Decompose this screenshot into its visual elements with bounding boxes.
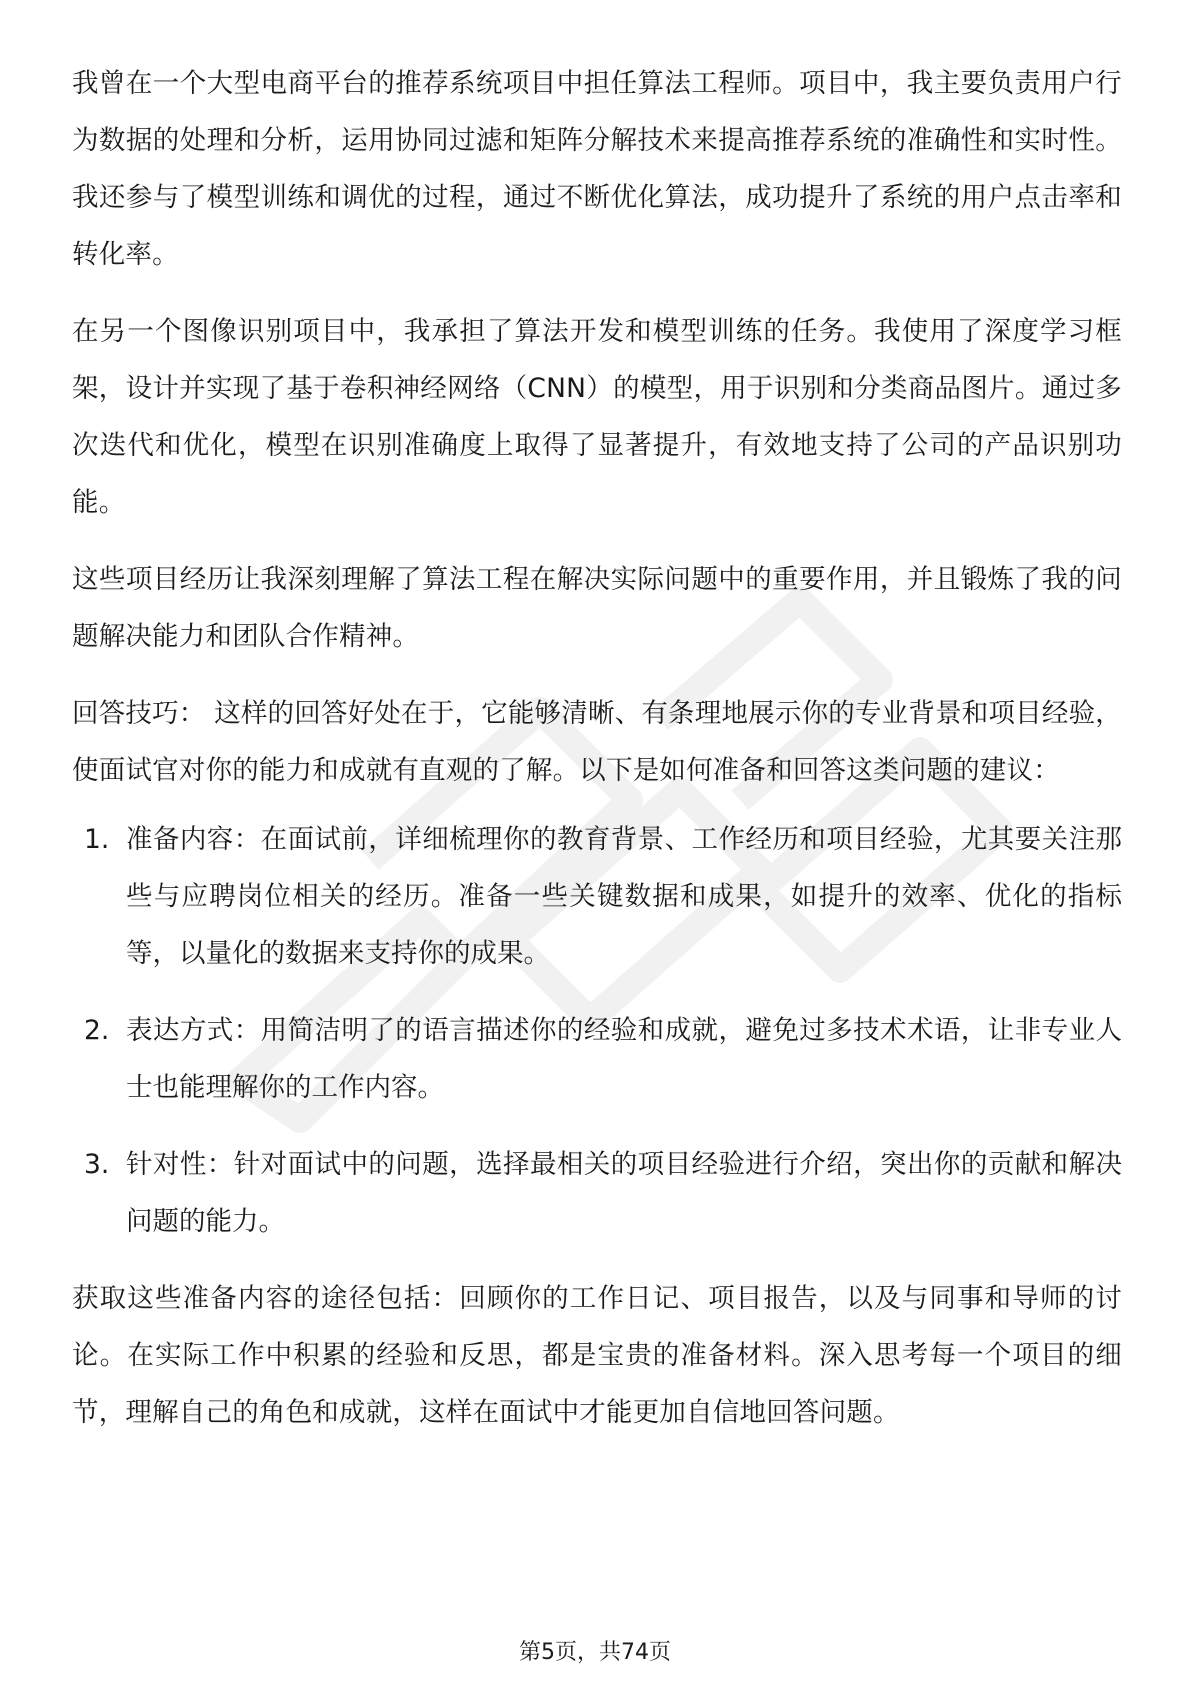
list-item-text: 表达方式：用简洁明了的语言描述你的经验和成就，避免过多技术术语，让非专业人士也能理解你的工作内容。 — [126, 1015, 1122, 1103]
paragraph-answer-tips: 回答技巧： 这样的回答好处在于，它能够清晰、有条理地展示你的专业背景和项目经验，使面试官对你的能力和成就有直观的了解。以下是如何准备和回答这类问题的建议： — [72, 698, 1122, 786]
paragraph-project-reflection: 这些项目经历让我深刻理解了算法工程在解决实际问题中的重要作用，并且锻炼了我的问题解决能力和团队合作精神。 — [72, 564, 1122, 652]
paragraph-ecommerce-project: 我曾在一个大型电商平台的推荐系统项目中担任算法工程师。项目中，我主要负责用户行为数据的处理和分析，运用协同过滤和矩阵分解技术来提高推荐系统的准确性和实时性。我还参与了模型训练和调优的过程，通过不断优化算法，成功提升了系统的用户点击率和转化率。 — [72, 68, 1122, 270]
document-body — [72, 55, 1122, 1461]
list-item — [72, 811, 1122, 982]
list-item-number: 1. — [84, 824, 110, 855]
list-item-text: 针对性：针对面试中的问题，选择最相关的项目经验进行介绍，突出你的贡献和解决问题的能力。 — [126, 1149, 1122, 1237]
list-item — [72, 1002, 1122, 1116]
page-number-footer: 第5页，共74页 — [519, 1640, 671, 1665]
list-item-number: 3. — [84, 1149, 110, 1180]
list-item-text: 准备内容：在面试前，详细梳理你的教育背景、工作经历和项目经验，尤其要关注那些与应聘岗位相关的经历。准备一些关键数据和成果，如提升的效率、优化的指标等，以量化的数据来支持你的成果。 — [126, 824, 1122, 969]
list-item — [72, 1136, 1122, 1250]
paragraph-image-recognition-project: 在另一个图像识别项目中，我承担了算法开发和模型训练的任务。我使用了深度学习框架，设计并实现了基于卷积神经网络（CNN）的模型，用于识别和分类商品图片。通过多次迭代和优化，模型在识别准确度上取得了显著提升，有效地支持了公司的产品识别功能。 — [72, 316, 1122, 518]
paragraph-closing: 获取这些准备内容的途径包括：回顾你的工作日记、项目报告，以及与同事和导师的讨论。在实际工作中积累的经验和反思，都是宝贵的准备材料。深入思考每一个项目的细节，理解自己的角色和成就，这样在面试中才能更加自信地回答问题。 — [72, 1283, 1122, 1428]
list-item-number: 2. — [84, 1015, 110, 1046]
tips-list — [72, 811, 1122, 1250]
